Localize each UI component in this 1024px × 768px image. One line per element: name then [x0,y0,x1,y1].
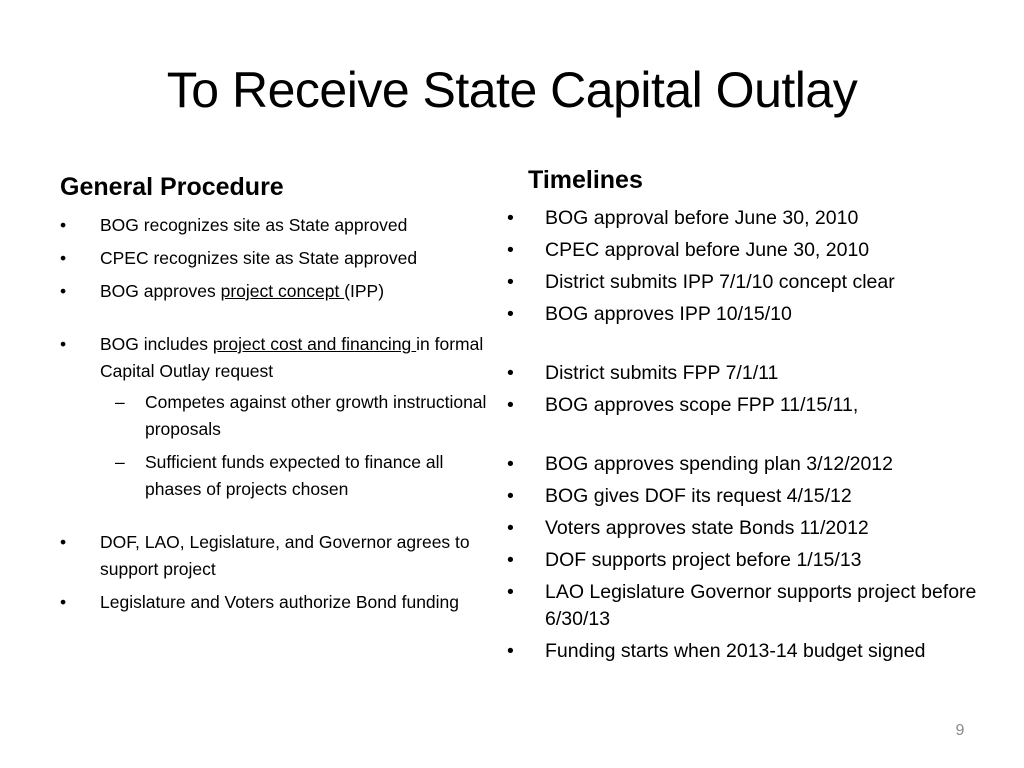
list-item [503,301,1003,328]
list-item-text: CPEC recognizes site as State approved [100,248,418,268]
bullet-icon: • [507,517,514,539]
list-item [503,237,1003,264]
list-item-text: Funding starts when 2013-14 budget signed [545,640,926,662]
page-number: 9 [955,722,965,739]
general-procedure-list [60,212,500,616]
dash-icon: – [115,452,125,472]
list-item [60,212,500,239]
list-item [503,205,1003,232]
list-item-text [100,278,500,305]
bullet-icon: • [60,532,67,552]
bullet-icon: • [60,281,67,301]
list-item-text-post: (IPP) [344,281,385,301]
sub-list-item-text: Competes against other growth instructional proposals [145,392,487,439]
list-item-text: Voters approves state Bonds 11/2012 [545,517,869,539]
list-item-text: DOF supports project before 1/15/13 [545,549,862,571]
list-item [503,360,1003,387]
list-item [60,331,500,503]
list-item [503,269,1003,296]
bullet-icon: • [60,592,67,612]
general-procedure-column [60,172,500,622]
bullet-icon: • [60,334,67,354]
list-item-text: BOG approves IPP 10/15/10 [545,303,792,325]
list-item-text: District submits FPP 7/1/11 [545,362,779,384]
timelines-list [503,205,1003,665]
list-item [60,529,500,583]
bullet-icon: • [507,453,514,475]
list-item-text: BOG approval before June 30, 2010 [545,207,859,229]
sub-list [100,389,500,503]
list-item [503,515,1003,542]
list-item-text-pre: BOG approves [100,281,221,301]
slide-title: To Receive State Capital Outlay [166,62,858,118]
list-item-text [100,331,500,385]
list-item [503,638,1003,665]
bullet-icon: • [507,640,514,662]
list-item [60,278,500,305]
list-item-text: CPEC approval before June 30, 2010 [545,239,870,261]
list-item [60,245,500,272]
bullet-icon: • [507,271,514,293]
list-item-text: District submits IPP 7/1/10 concept clear [545,271,895,293]
list-item-text-pre: BOG includes [100,334,213,354]
sub-list-item [100,449,500,503]
bullet-icon: • [507,485,514,507]
list-item-text: Legislature and Voters authorize Bond funding [100,592,460,612]
bullet-icon: • [507,394,514,416]
bullet-icon: • [507,362,514,384]
list-item-text: BOG approves scope FPP 11/15/11, [545,394,859,416]
list-item [503,483,1003,510]
timelines-heading: Timelines [528,166,643,194]
bullet-icon: • [507,549,514,571]
list-item-text: BOG approves spending plan 3/12/2012 [545,453,894,475]
bullet-icon: • [60,248,67,268]
list-item-text: LAO Legislature Governor supports project before 6/30/13 [545,581,977,630]
bullet-icon: • [507,303,514,325]
list-item-text-post: in formal Capital Outlay request [100,334,484,381]
project-concept-link: project concept [220,281,345,301]
general-procedure-heading: General Procedure [60,173,284,201]
list-item-text: BOG recognizes site as State approved [100,215,408,235]
list-item [503,392,1003,419]
timelines-column [503,165,1003,670]
list-item-text: DOF, LAO, Legislature, and Governor agrees to support project [100,532,470,579]
list-item [503,547,1003,574]
bullet-icon: • [507,207,514,229]
list-item [503,451,1003,478]
sub-list-item [100,389,500,443]
bullet-icon: • [507,239,514,261]
bullet-icon: • [60,215,67,235]
list-item [60,589,500,616]
bullet-icon: • [507,581,514,603]
sub-list-item-text: Sufficient funds expected to finance all phases of projects chosen [145,452,444,499]
project-cost-link: project cost and financing [212,334,417,354]
list-item [503,579,1003,633]
list-item-text: BOG gives DOF its request 4/15/12 [545,485,852,507]
dash-icon: – [115,392,125,412]
